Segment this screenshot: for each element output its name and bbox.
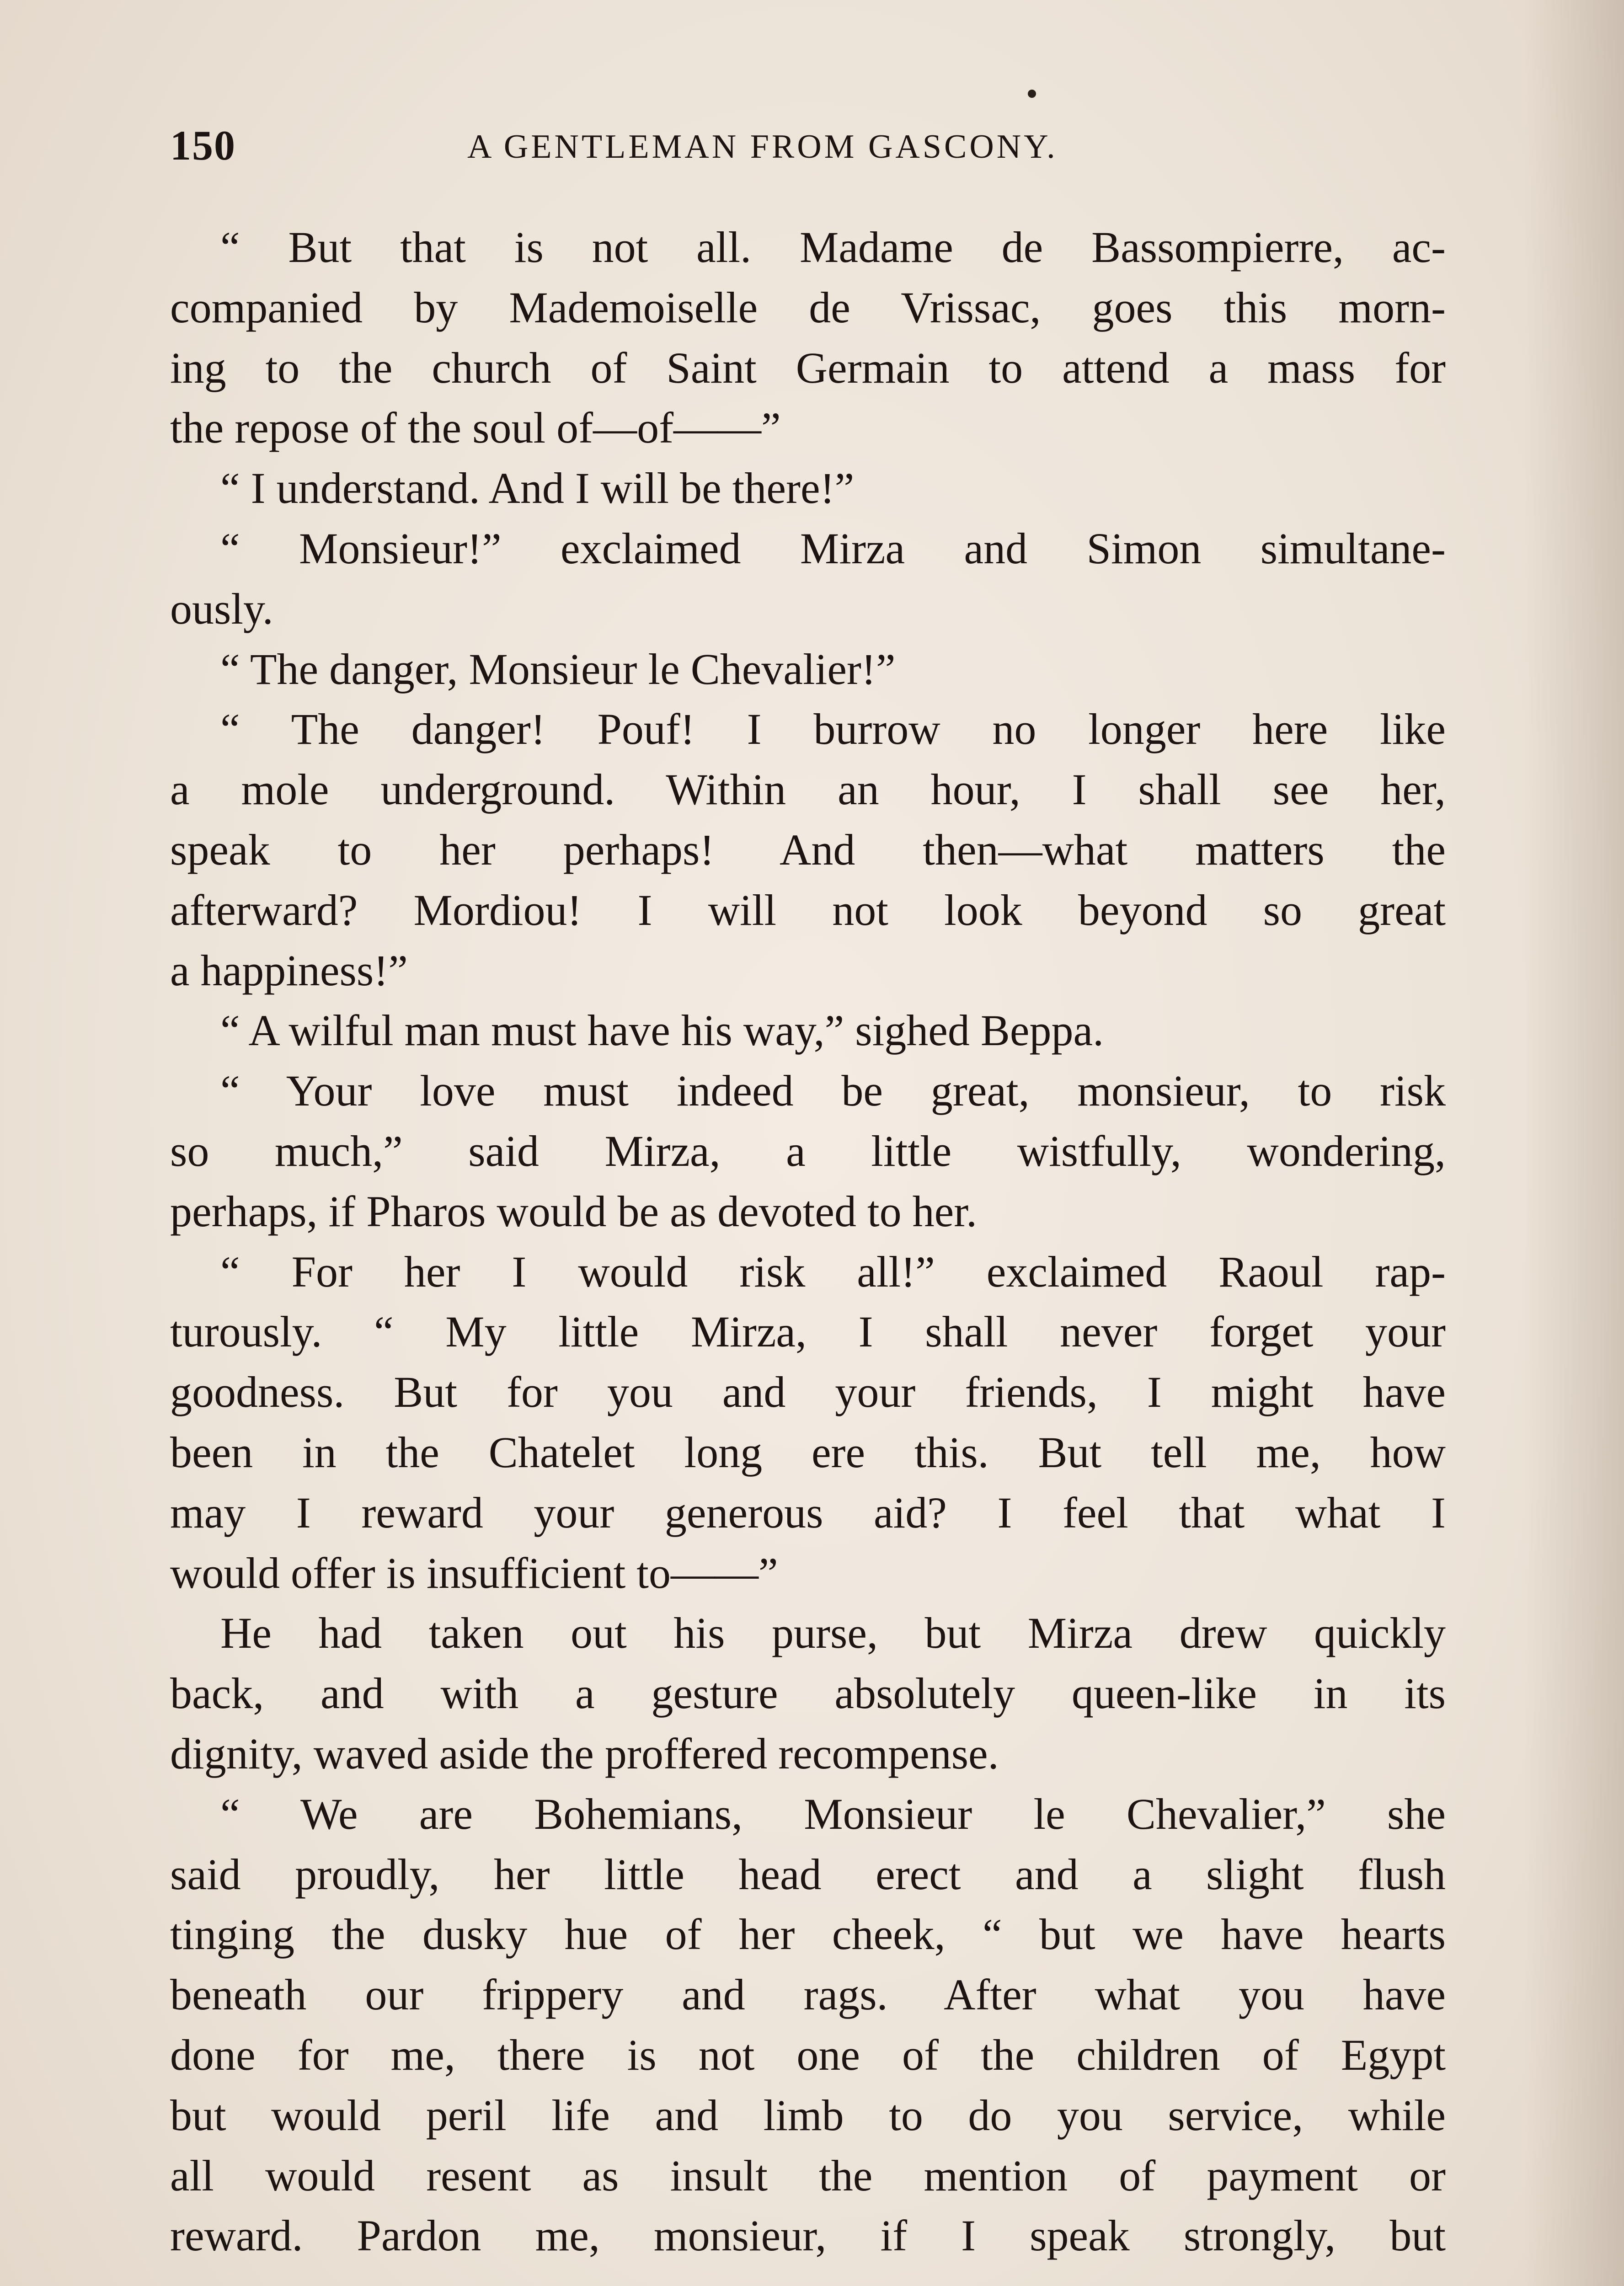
- text-line: speak to her perhaps! And then—what matters the: [170, 825, 1446, 874]
- text-line: all would resent as insult the mention of payment or: [170, 2151, 1446, 2200]
- text-line: would offer is insufficient to——”: [170, 1548, 778, 1597]
- text-line: the repose of the soul of—of——”: [170, 403, 781, 453]
- text-line: ing to the church of Saint Germain to attend a mass for: [170, 343, 1446, 392]
- text-line: “ I understand. And I will be there!”: [220, 464, 855, 513]
- text-line: so much,” said Mirza, a little wistfully, wondering,: [170, 1126, 1446, 1175]
- text-line: tinging the dusky hue of her cheek, “ but we have hearts: [170, 1910, 1446, 1959]
- body-text: [170, 217, 1446, 2266]
- page-header: [170, 121, 1139, 171]
- text-line: may I reward your generous aid? I feel that what I: [170, 1488, 1446, 1537]
- text-line: a mole underground. Within an hour, I shall see her,: [170, 765, 1446, 814]
- text-line: turously. “ My little Mirza, I shall never forget your: [170, 1307, 1446, 1357]
- text-line: a happiness!”: [170, 945, 408, 995]
- text-line: companied by Mademoiselle de Vrissac, goes this morn-: [170, 283, 1446, 332]
- text-line: ously.: [170, 584, 273, 633]
- text-line: “ But that is not all. Madame de Bassompierre, ac-: [220, 223, 1446, 272]
- text-line: “ Monsieur!” exclaimed Mirza and Simon simultane-: [220, 523, 1446, 573]
- text-line: goodness. But for you and your friends, I might have: [170, 1367, 1446, 1417]
- text-line: “ Your love must indeed be great, monsieur, to risk: [220, 1066, 1446, 1116]
- text-line: “ A wilful man must have his way,” sighed Beppa.: [220, 1006, 1104, 1055]
- text-line: perhaps, if Pharos would be as devoted to her.: [170, 1186, 977, 1236]
- text-line: but would peril life and limb to do you service, while: [170, 2090, 1446, 2140]
- text-line: reward. Pardon me, monsieur, if I speak strongly, but: [170, 2211, 1446, 2260]
- text-line: He had taken out his purse, but Mirza drew quickly: [220, 1608, 1446, 1658]
- running-title: A GENTLEMAN FROM GASCONY.: [467, 128, 1058, 166]
- text-line: done for me, there is not one of the children of Egypt: [170, 2030, 1446, 2079]
- page-number: 150: [170, 122, 236, 169]
- page-edge-shadow: [1523, 0, 1624, 2286]
- text-line: “ The danger! Pouf! I burrow no longer here like: [220, 705, 1446, 754]
- text-line: said proudly, her little head erect and a slight flush: [170, 1849, 1446, 1899]
- text-line: “ The danger, Monsieur le Chevalier!”: [220, 644, 896, 694]
- text-line: “ For her I would risk all!” exclaimed Raoul rap-: [220, 1247, 1446, 1296]
- text-line: back, and with a gesture absolutely queen-like in its: [170, 1669, 1446, 1718]
- text-line: afterward? Mordiou! I will not look beyond so great: [170, 885, 1446, 935]
- text-line: dignity, waved aside the proffered recompense.: [170, 1729, 999, 1778]
- text-line: beneath our frippery and rags. After what you have: [170, 1970, 1446, 2019]
- text-line: been in the Chatelet long ere this. But tell me, how: [170, 1427, 1446, 1477]
- ink-dot: [1028, 90, 1036, 98]
- text-line: “ We are Bohemians, Monsieur le Chevalier,” she: [220, 1789, 1446, 1838]
